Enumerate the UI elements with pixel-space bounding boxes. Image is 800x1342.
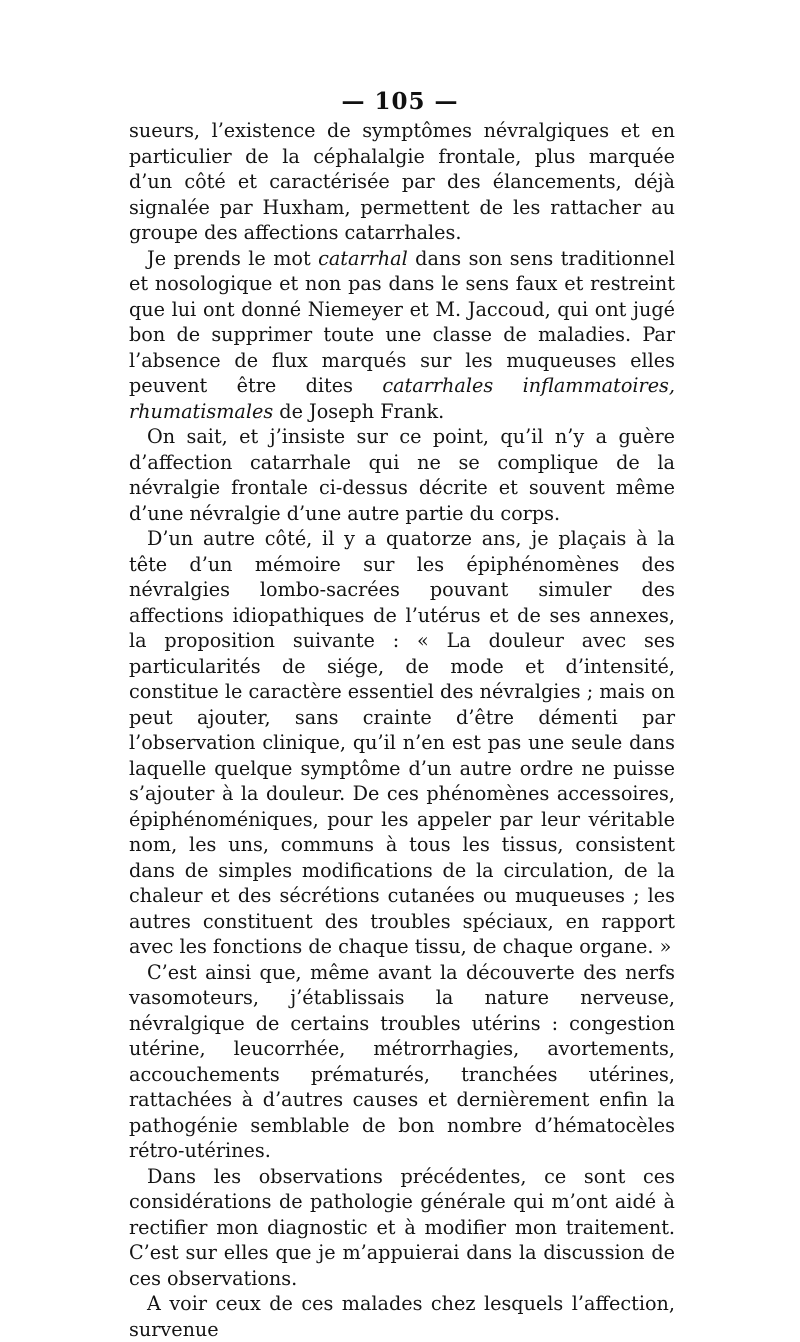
paragraph-3	[129, 424, 675, 526]
page-number: — 105 —	[341, 88, 459, 115]
paragraph-4-text: D’un autre côté, il y a quatorze ans, je plaçais à la tête d’un mémoire sur les épiphénomènes des névralgies lombo-sacrées pouvant simuler des affections idiopathiques de l’utérus et de ses annexes, la proposition suivante : « La douleur avec ses particularités de siége, de mode et d’intensité, constitue le caractère essentiel des névralgies ; mais on peut ajouter, sans crainte d’être démenti par l’observation clinique, qu’il n’en est pas une seule dans laquelle quelque symptôme d’un autre ordre ne puisse s’ajouter à la douleur. De ces phénomènes accessoires, épiphénoméniques, pour les appeler par leur véritable nom, les uns, communs à tous les tissus, consistent dans de simples modifications de la circulation, de la chaleur et des sécrétions cutanées ou muqueuses ; les autres constituent des troubles spéciaux, en rapport avec les fonctions de chaque tissu, de chaque organe. »	[129, 527, 675, 958]
body-text	[129, 118, 675, 1342]
paragraph-3-text: On sait, et j’insiste sur ce point, qu’il n’y a guère d’affection catarrhale qui ne se complique de la névralgie frontale ci-dessus décrite et souvent même d’une névralgie d’une autre partie du corps.	[129, 425, 675, 525]
italic-term-catarrhal: catarrhal	[318, 246, 408, 270]
paragraph-7-text: A voir ceux de ces malades chez lesquels l’affection, survenue	[129, 1292, 675, 1341]
paragraph-5-text: C’est ainsi que, même avant la découverte des nerfs vasomoteurs, j’établissais la nature nerveuse, névralgique de certains troubles utérins : congestion utérine, leucorrhée, métrorrhagies, avortements, accouchements prématurés, tranchées utérines, rattachées à d’autres causes et dernièrement enfin la pathogénie semblable de bon nombre d’hématocèles rétro-utérines.	[129, 960, 675, 1162]
paragraph-6-text: Dans les observations précédentes, ce sont ces considérations de pathologie générale qui m’ont aidé à rectifier mon diagnostic et à modifier mon traitement. C’est sur elles que je m’appuierai dans la discussion de ces observations.	[129, 1164, 675, 1290]
paragraph-2-text-a: Je prends le mot	[147, 246, 319, 270]
paragraph-2-text-b: dans son sens traditionnel et nosologique et non pas dans le sens faux et restreint que lui ont donné Niemeyer et M. Jaccoud, qui ont jugé bon de supprimer toute une classe de maladies. Par l’absence de flux marqués sur les muqueuses elles peuvent être dites	[129, 246, 675, 397]
paragraph-2	[129, 246, 675, 425]
paragraph-1	[129, 118, 675, 246]
paragraph-2-text-c: de Joseph Frank.	[273, 399, 445, 423]
italic-term-catarrhales: catarrhales inflammatoires, rhumatismales	[129, 374, 675, 423]
paragraph-5	[129, 960, 675, 1164]
paragraph-1-text: sueurs, l’existence de symptômes névralgiques et en particulier de la céphalalgie frontale, plus marquée d’un côté et caractérisée par des élancements, déjà signalée par Huxham, permettent de les rattacher au groupe des affections catarrhales.	[129, 119, 675, 244]
paragraph-4	[129, 526, 675, 960]
paragraph-6	[129, 1164, 675, 1292]
paragraph-7	[129, 1291, 675, 1342]
